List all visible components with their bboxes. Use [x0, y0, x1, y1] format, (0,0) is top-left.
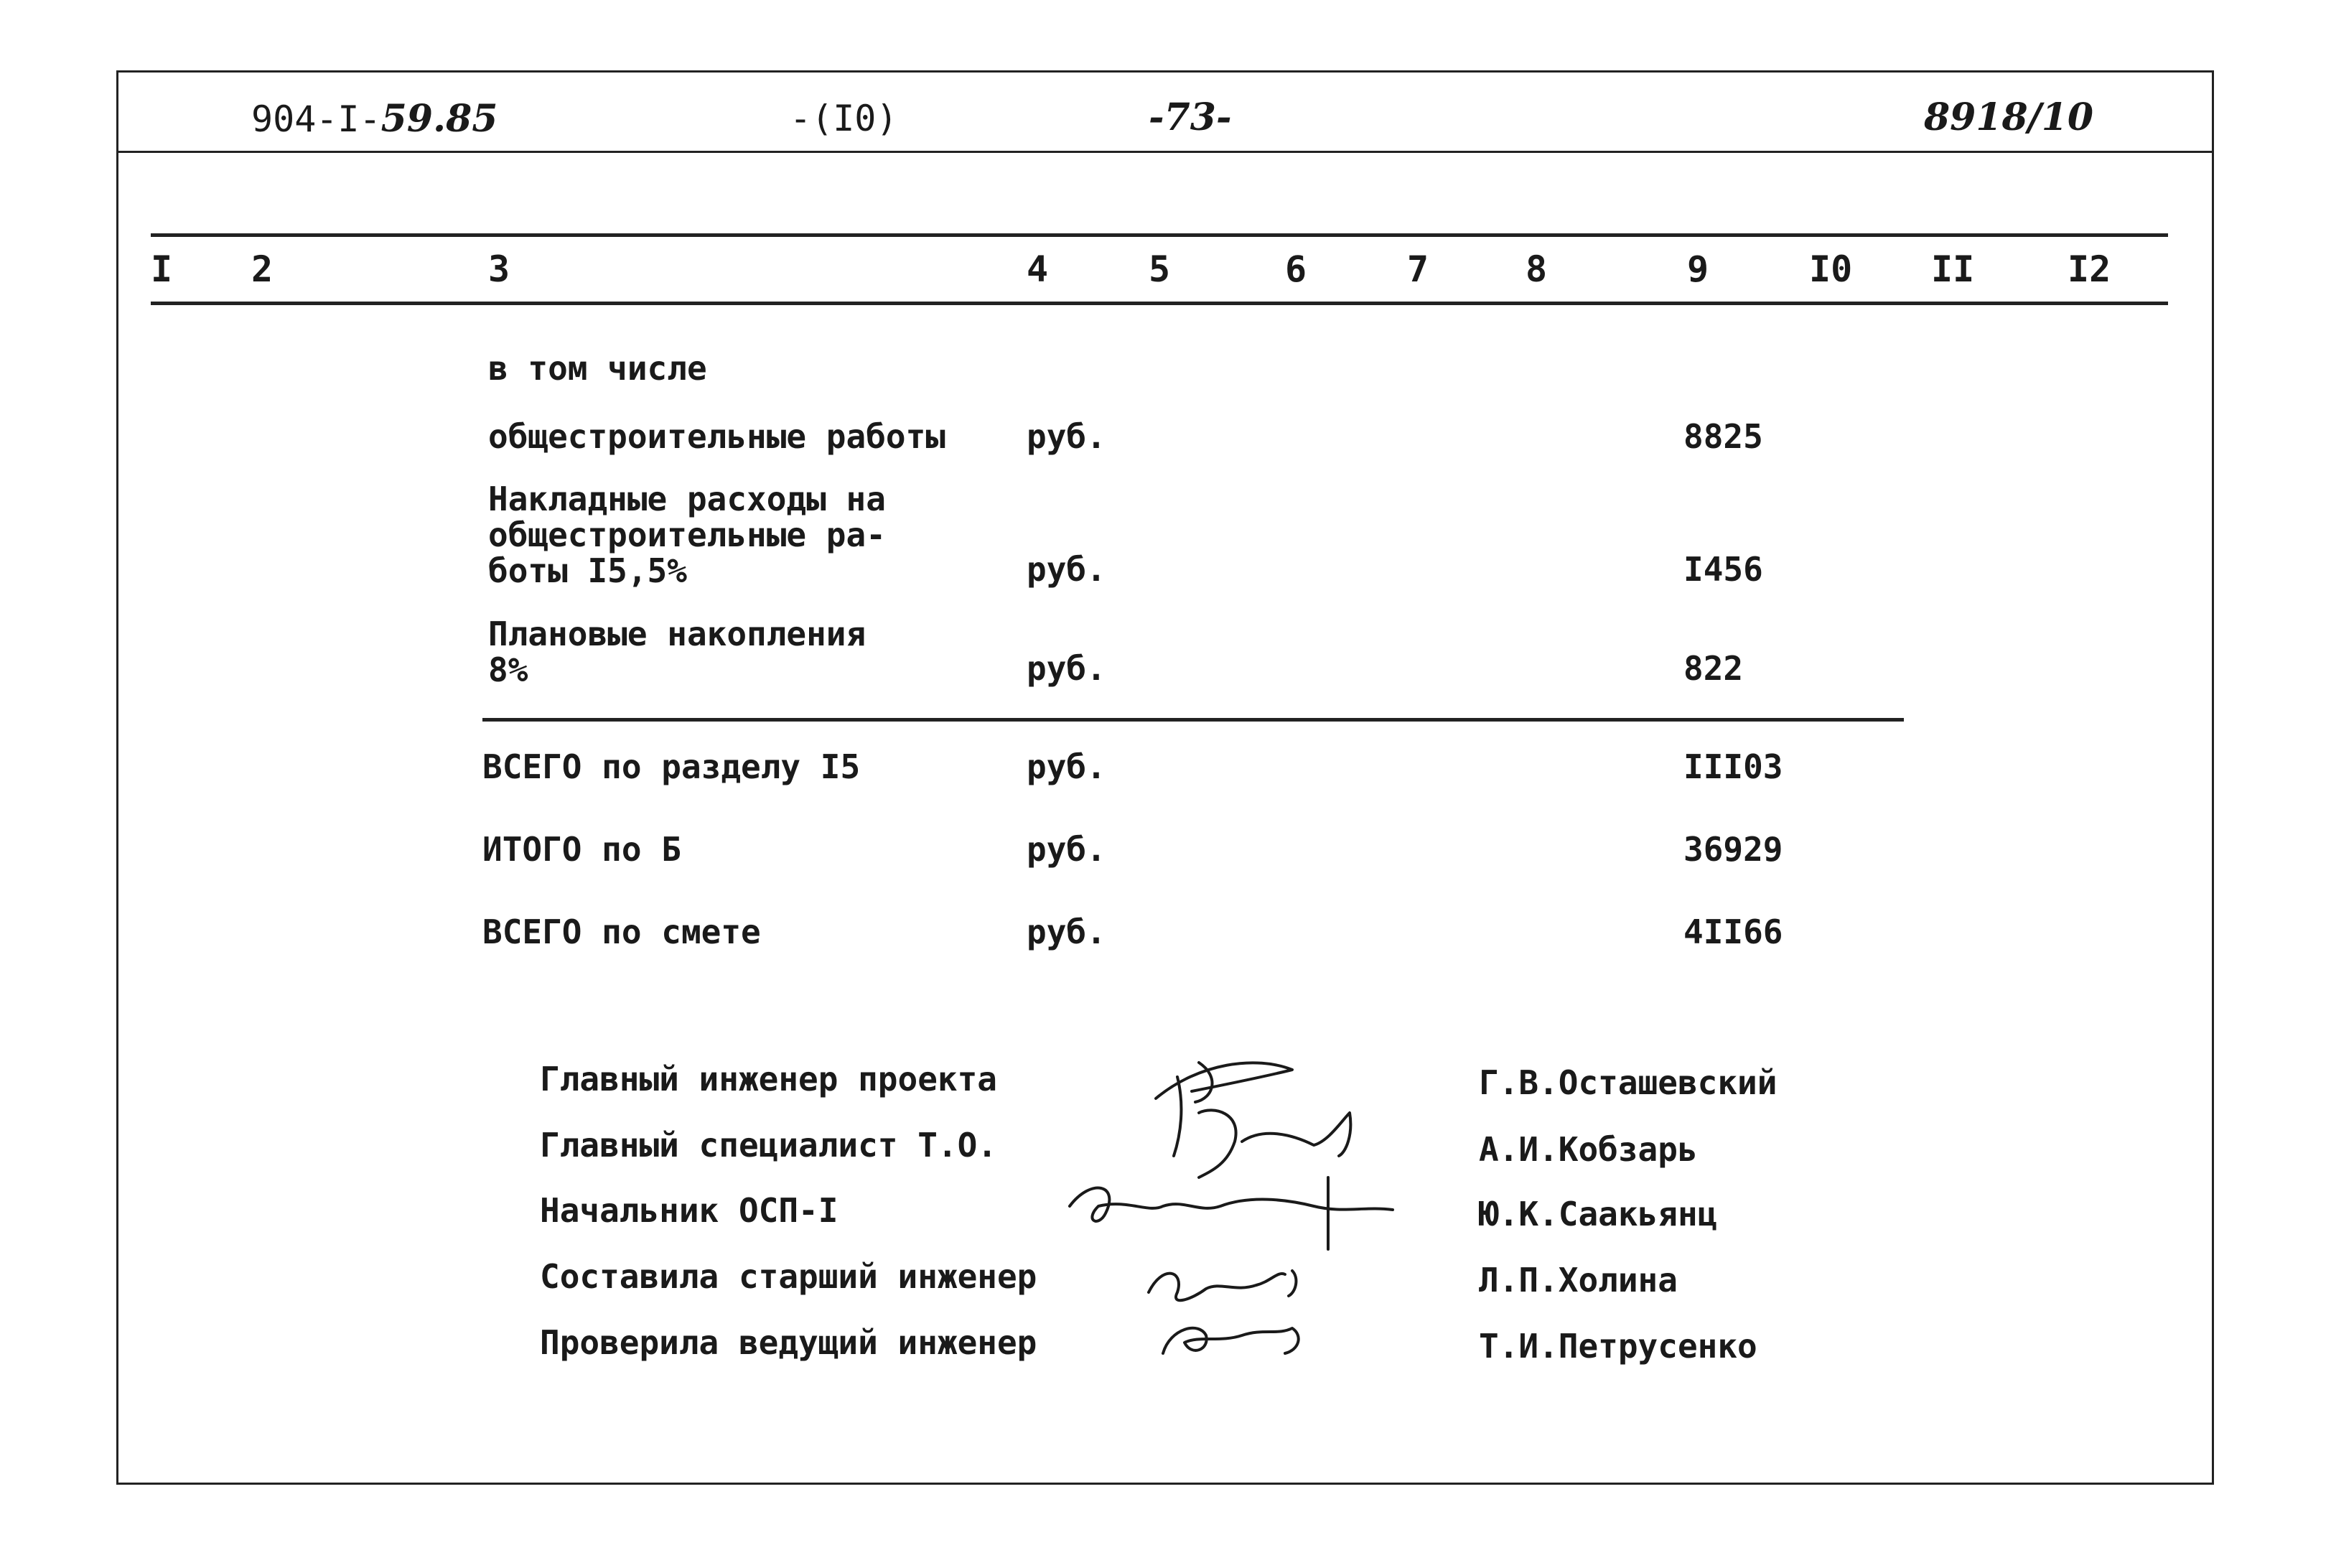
- column-number: 6: [1285, 248, 1307, 290]
- handwritten-signatures: [1055, 1034, 1429, 1364]
- column-number: II: [1931, 248, 1975, 290]
- column-number: I: [151, 248, 173, 290]
- column-header-bottom-rule: [151, 302, 2168, 305]
- row-name: ВСЕГО по смете: [482, 913, 761, 951]
- sheet-ref: -(I0): [790, 98, 898, 139]
- row-value: III03: [1683, 747, 1783, 786]
- column-number: I2: [2068, 248, 2111, 290]
- column-number: 9: [1687, 248, 1709, 290]
- signatory-title: Главный специалист Т.О.: [540, 1126, 997, 1165]
- column-number: 5: [1149, 248, 1171, 290]
- column-number: 7: [1407, 248, 1429, 290]
- signatory-name: А.И.Кобзарь: [1479, 1130, 1698, 1169]
- doc-code: [251, 97, 498, 141]
- row-unit: руб.: [1027, 417, 1106, 456]
- row-value: 8825: [1683, 417, 1763, 456]
- row-value: I456: [1683, 550, 1763, 589]
- row-name: Плановые накопления 8%: [488, 615, 866, 689]
- signature-3: [1070, 1177, 1393, 1249]
- signatory-title: Начальник ОСП-I: [540, 1191, 838, 1230]
- row-unit: руб.: [1027, 830, 1106, 869]
- column-number: I0: [1809, 248, 1853, 290]
- row-value: 822: [1683, 649, 1744, 688]
- signature-5: [1163, 1328, 1299, 1353]
- signature-2: [1199, 1110, 1350, 1177]
- signature-4: [1149, 1271, 1296, 1300]
- column-number: 2: [251, 248, 274, 290]
- row-unit: руб.: [1027, 550, 1106, 589]
- signatory-title: Главный инженер проекта: [540, 1060, 997, 1098]
- signatory-name: Т.И.Петрусенко: [1479, 1327, 1757, 1366]
- row-name: общестроительные работы: [488, 417, 945, 456]
- page-number: -73-: [1149, 95, 1232, 139]
- signatory-name: Ю.К.Саакьянц: [1479, 1195, 1718, 1233]
- signatory-title: Составила старший инженер: [540, 1257, 1037, 1296]
- header-rule: [116, 151, 2214, 153]
- column-number: 8: [1526, 248, 1548, 290]
- row-unit: руб.: [1027, 913, 1106, 951]
- column-number: 4: [1027, 248, 1049, 290]
- row-unit: руб.: [1027, 649, 1106, 688]
- signatory-title: Проверила ведущий инженер: [540, 1323, 1037, 1362]
- row-name: ВСЕГО по разделу I5: [482, 747, 861, 786]
- signatory-name: Л.П.Холина: [1479, 1261, 1678, 1299]
- column-header-top-rule: [151, 233, 2168, 237]
- row-unit: руб.: [1027, 747, 1106, 786]
- row-value: 4II66: [1683, 913, 1783, 951]
- doc-code-printed: 904-I-: [251, 98, 381, 140]
- row-name: ИТОГО по Б: [482, 830, 681, 869]
- signatory-name: Г.В.Осташевский: [1479, 1063, 1778, 1102]
- archive-number: 8918/10: [1924, 95, 2094, 139]
- row-name: в том числе: [488, 349, 707, 388]
- signature-1: [1156, 1063, 1292, 1156]
- row-value: 36929: [1683, 830, 1783, 869]
- column-number: 3: [488, 248, 510, 290]
- row-name: Накладные расходы на общестроительные ра- боты I5,5%: [488, 480, 886, 590]
- subtotal-rule: [482, 718, 1904, 722]
- doc-code-handwritten: 59.85: [380, 97, 498, 141]
